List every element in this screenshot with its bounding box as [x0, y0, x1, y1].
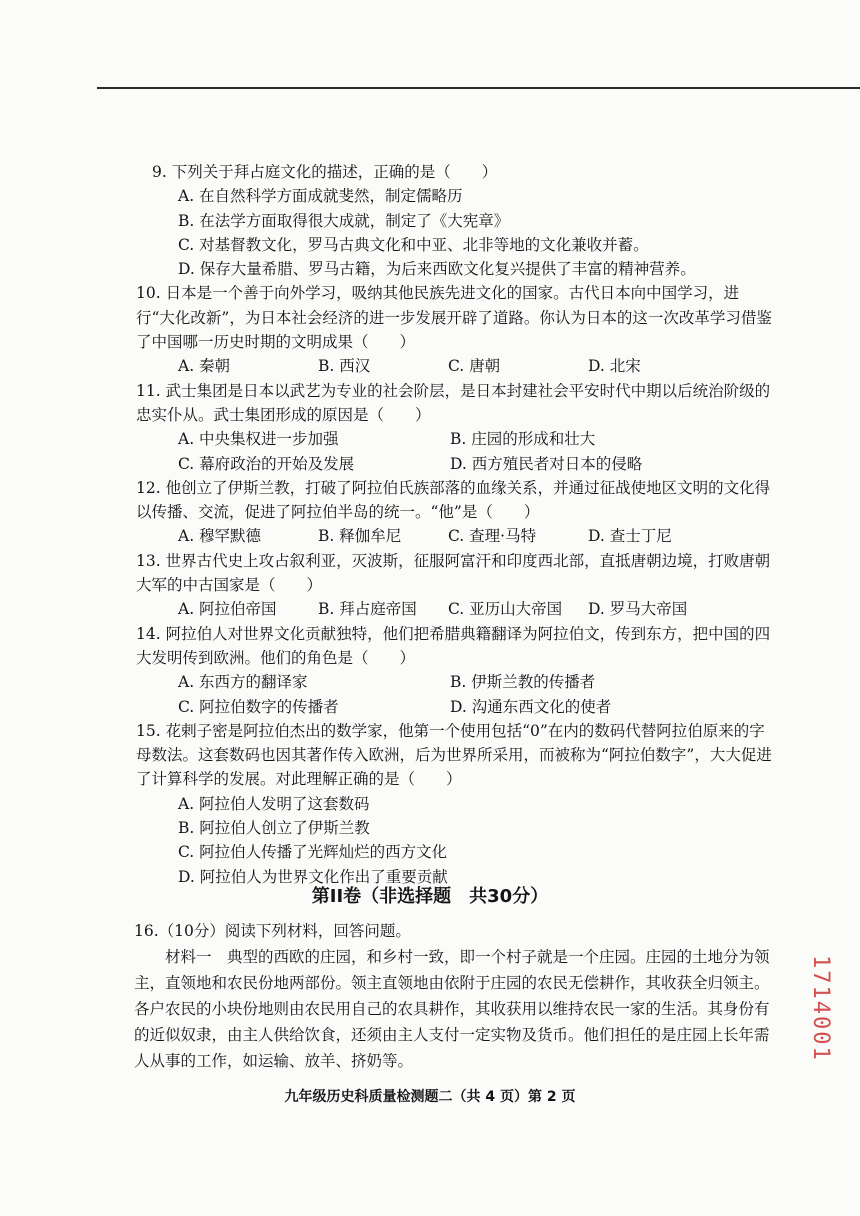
- option-list: [136, 354, 772, 378]
- question-list: [136, 160, 772, 889]
- section-2-title: 第II卷（非选择题 共30分）: [311, 886, 549, 907]
- option-d: D. 西方殖民者对日本的侵略: [450, 454, 643, 473]
- question-stem: 13. 世界古代史上攻占叙利亚，灭波斯，征服阿富汗和印度西北部，直抵唐朝边境，打败唐朝大军的中古国家是（ ）: [136, 551, 771, 595]
- option-list: [136, 597, 772, 621]
- serial-stamp: 1714001: [808, 955, 833, 1062]
- option-list: [136, 427, 772, 476]
- question-stem: 14. 阿拉伯人对世界文化贡献独特，他们把希腊典籍翻译为阿拉伯文，传到东方，把中国的四大发明传到欧洲。他们的角色是（ ）: [136, 624, 771, 667]
- option-d: D. 北宋: [588, 357, 641, 376]
- question-stem: 9. 下列关于拜占庭文化的描述，正确的是（ ）: [152, 163, 498, 181]
- option-a: A. 穆罕默德: [178, 527, 262, 546]
- option-c: C. 对基督教文化，罗马古典文化和中亚、北非等地的文化兼收并蓄。: [178, 235, 649, 254]
- option-b: B. 释伽牟尼: [318, 527, 402, 546]
- option-a: A. 中央集权进一步加强: [178, 430, 339, 449]
- option-b: B. 拜占庭帝国: [318, 600, 417, 619]
- page-top-border: [97, 87, 860, 89]
- option-a: A. 阿拉伯人发明了这套数码: [178, 794, 370, 813]
- question-stem: 16.（10分）阅读下列材料，回答问题。: [134, 922, 411, 940]
- option-list: [136, 524, 772, 548]
- option-d: D. 罗马大帝国: [588, 600, 688, 619]
- question-stem: 12. 他创立了伊斯兰教，打破了阿拉伯氏族部落的血缘关系，并通过征战使地区文明的文化得以传播、交流，促进了阿拉伯半岛的统一。“他”是（ ）: [136, 478, 771, 522]
- question-stem: 11. 武士集团是日本以武艺为专业的社会阶层，是日本封建社会平安时代中期以后统治阶级的忠实仆从。武士集团形成的原因是（ ）: [136, 381, 771, 424]
- option-a: A. 东西方的翻译家: [178, 673, 308, 692]
- question-stem: 10. 日本是一个善于向外学习，吸纳其他民族先进文化的国家。古代日本向中国学习，进行“大化改新”，为日本社会经济的进一步发展开辟了道路。你认为日本的这一次改革学习借鉴了中国哪一历史时期的文明成果（ ）: [136, 284, 772, 352]
- option-c: C. 唐朝: [448, 357, 501, 376]
- option-c: C. 阿拉伯人传播了光辉灿烂的西方文化: [178, 843, 448, 862]
- question-10: [136, 281, 772, 378]
- option-c: C. 查理·马特: [448, 527, 537, 546]
- question-13: [136, 549, 772, 622]
- page-footer: 九年级历史科质量检测题二（共 4 页）第 2 页: [284, 1089, 576, 1105]
- material-1: 材料一 典型的西欧的庄园，和乡村一致，即一个村子就是一个庄园。庄园的土地分为领主，直领地和农民份地两部份。领主直领地由依附于庄园的农民无偿耕作，其收获全归领主。各户农民的小块份地则由农民用自己的农具耕作，其收获用以维持农民一家的生活。其身份有的近似奴隶，由主人供给饮食，还须由主人支付一定实物及货币。他们担任的是庄园上长年需人从事的工作，如运输、放羊、挤奶等。: [134, 948, 770, 1070]
- question-9: [152, 160, 772, 281]
- question-15: [136, 719, 772, 889]
- option-a: A. 阿拉伯帝国: [178, 600, 277, 619]
- option-list: [152, 184, 772, 281]
- option-c: C. 幕府政治的开始及发展: [178, 454, 355, 473]
- option-a: A. 在自然科学方面成就斐然，制定儒略历: [178, 187, 463, 206]
- question-11: [136, 379, 772, 476]
- option-b: B. 在法学方面取得很大成就，制定了《大宪章》: [178, 211, 510, 230]
- option-b: B. 伊斯兰教的传播者: [450, 673, 596, 692]
- option-a: A. 秦朝: [178, 357, 231, 376]
- question-16: [134, 918, 774, 1074]
- option-b: B. 阿拉伯人创立了伊斯兰教: [178, 819, 370, 838]
- option-b: B. 西汉: [318, 357, 371, 376]
- option-d: D. 查士丁尼: [588, 527, 672, 546]
- option-d: D. 阿拉伯人为世界文化作出了重要贡献: [178, 867, 448, 886]
- question-14: [136, 622, 772, 719]
- question-12: [136, 476, 772, 549]
- option-c: C. 亚历山大帝国: [448, 600, 563, 619]
- option-list: [136, 670, 772, 719]
- option-d: D. 沟通东西文化的使者: [450, 697, 612, 716]
- option-b: B. 庄园的形成和壮大: [450, 430, 596, 449]
- option-d: D. 保存大量希腊、罗马古籍，为后来西欧文化复兴提供了丰富的精神营养。: [178, 260, 696, 279]
- option-list: [136, 792, 772, 889]
- option-c: C. 阿拉伯数字的传播者: [178, 697, 339, 716]
- question-stem: 15. 花剌子密是阿拉伯杰出的数学家，他第一个使用包括“0”在内的数码代替阿拉伯原来的字母数法。这套数码也因其著作传入欧洲，后为世界所采用，而被称为“阿拉伯数字”，大大促进了计算科学的发展。对此理解正确的是（ ）: [136, 721, 772, 789]
